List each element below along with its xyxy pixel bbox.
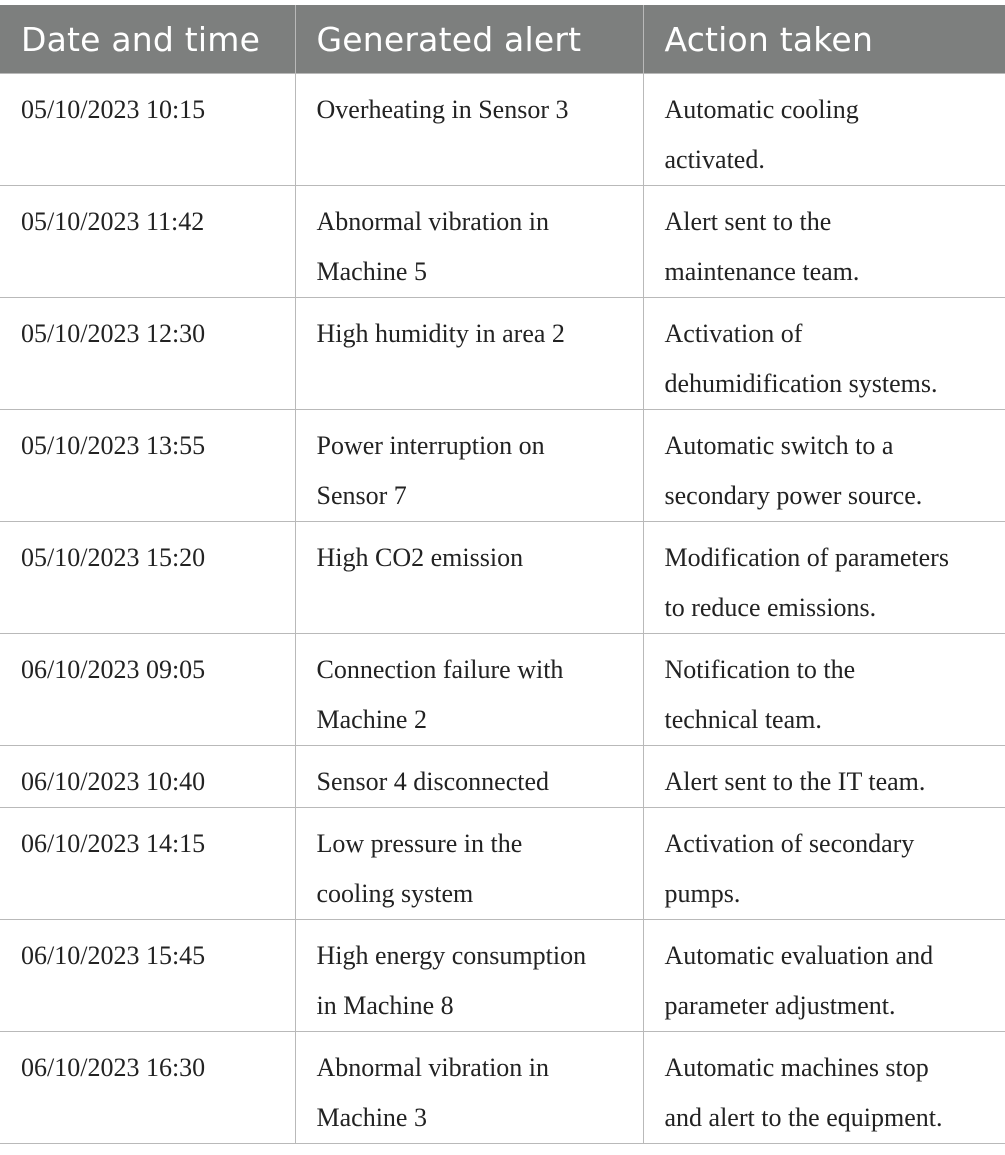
cell-date-time: [0, 410, 295, 522]
table-row: [0, 920, 1005, 1032]
cell-text: Overheating in Sensor 3: [316, 95, 569, 124]
cell-generated-alert: [295, 808, 643, 920]
cell-action-taken: [643, 410, 1005, 522]
alerts-table: [0, 5, 1005, 1144]
cell-text: 06/10/2023 14:15: [21, 829, 206, 858]
cell-line: Power interruption on: [316, 431, 545, 460]
cell-generated-alert: [295, 522, 643, 634]
cell-text: Alert sent to the IT team.: [664, 767, 926, 796]
cell-line: parameter adjustment.: [664, 991, 896, 1020]
cell-line: in Machine 8: [316, 991, 454, 1020]
cell-line: Low pressure in the: [316, 829, 523, 858]
cell-text: Sensor 4 disconnected: [316, 767, 550, 796]
cell-line: Machine 3: [316, 1103, 427, 1132]
header-action-taken: Action taken: [643, 5, 1005, 74]
cell-text: 06/10/2023 15:45: [21, 941, 206, 970]
table-body: [0, 74, 1005, 1144]
table-row: [0, 522, 1005, 634]
table-row: [0, 634, 1005, 746]
cell-line: Notification to the: [664, 655, 856, 684]
cell-date-time: [0, 522, 295, 634]
cell-text: 05/10/2023 15:20: [21, 543, 206, 572]
cell-generated-alert: [295, 920, 643, 1032]
cell-text: 06/10/2023 16:30: [21, 1053, 206, 1082]
cell-line: secondary power source.: [664, 481, 923, 510]
cell-date-time: [0, 808, 295, 920]
cell-generated-alert: [295, 746, 643, 808]
header-generated-alert: Generated alert: [295, 5, 643, 74]
cell-action-taken: [643, 808, 1005, 920]
cell-action-taken: [643, 74, 1005, 186]
cell-line: pumps.: [664, 879, 741, 908]
cell-line: Sensor 7: [316, 481, 407, 510]
cell-date-time: [0, 186, 295, 298]
cell-generated-alert: [295, 410, 643, 522]
table-row: [0, 746, 1005, 808]
cell-line: Modification of parameters: [664, 543, 949, 572]
cell-generated-alert: [295, 298, 643, 410]
cell-text: 06/10/2023 10:40: [21, 767, 206, 796]
cell-generated-alert: [295, 74, 643, 186]
cell-line: dehumidification systems.: [664, 369, 938, 398]
cell-line: High energy consumption: [316, 941, 587, 970]
cell-date-time: [0, 1032, 295, 1144]
cell-text: 05/10/2023 10:15: [21, 95, 206, 124]
cell-line: to reduce emissions.: [664, 593, 877, 622]
cell-generated-alert: [295, 634, 643, 746]
cell-text: 05/10/2023 12:30: [21, 319, 206, 348]
cell-date-time: [0, 74, 295, 186]
cell-line: Alert sent to the: [664, 207, 832, 236]
cell-text: 06/10/2023 09:05: [21, 655, 206, 684]
cell-line: and alert to the equipment.: [664, 1103, 943, 1132]
table-row: [0, 410, 1005, 522]
cell-date-time: [0, 746, 295, 808]
header-date-and-time: Date and time: [0, 5, 295, 74]
cell-line: cooling system: [316, 879, 474, 908]
cell-line: Automatic switch to a: [664, 431, 894, 460]
cell-generated-alert: [295, 1032, 643, 1144]
alerts-table-container: [0, 5, 1005, 1144]
cell-action-taken: [643, 1032, 1005, 1144]
cell-text: 05/10/2023 13:55: [21, 431, 206, 460]
table-row: [0, 808, 1005, 920]
cell-line: Automatic evaluation and: [664, 941, 934, 970]
cell-line: Activation of secondary: [664, 829, 915, 858]
cell-date-time: [0, 634, 295, 746]
table-header: [0, 5, 1005, 74]
cell-line: Machine 2: [316, 705, 427, 734]
cell-line: Abnormal vibration in: [316, 207, 550, 236]
cell-action-taken: [643, 298, 1005, 410]
cell-line: maintenance team.: [664, 257, 860, 286]
cell-action-taken: [643, 522, 1005, 634]
cell-action-taken: [643, 634, 1005, 746]
cell-date-time: [0, 920, 295, 1032]
cell-generated-alert: [295, 186, 643, 298]
header-row: [0, 5, 1005, 74]
cell-line: Connection failure with: [316, 655, 564, 684]
cell-line: Machine 5: [316, 257, 427, 286]
table-row: [0, 74, 1005, 186]
cell-action-taken: [643, 186, 1005, 298]
table-row: [0, 1032, 1005, 1144]
cell-line: Automatic machines stop: [664, 1053, 929, 1082]
cell-line: Abnormal vibration in: [316, 1053, 550, 1082]
cell-line: Activation of: [664, 319, 803, 348]
cell-action-taken: [643, 746, 1005, 808]
table-row: [0, 186, 1005, 298]
cell-text: 05/10/2023 11:42: [21, 207, 205, 236]
cell-text: High humidity in area 2: [316, 319, 565, 348]
table-row: [0, 298, 1005, 410]
cell-line: Automatic cooling: [664, 95, 859, 124]
cell-date-time: [0, 298, 295, 410]
cell-line: technical team.: [664, 705, 822, 734]
cell-action-taken: [643, 920, 1005, 1032]
cell-text: High CO2 emission: [316, 543, 524, 572]
cell-line: activated.: [664, 145, 765, 174]
